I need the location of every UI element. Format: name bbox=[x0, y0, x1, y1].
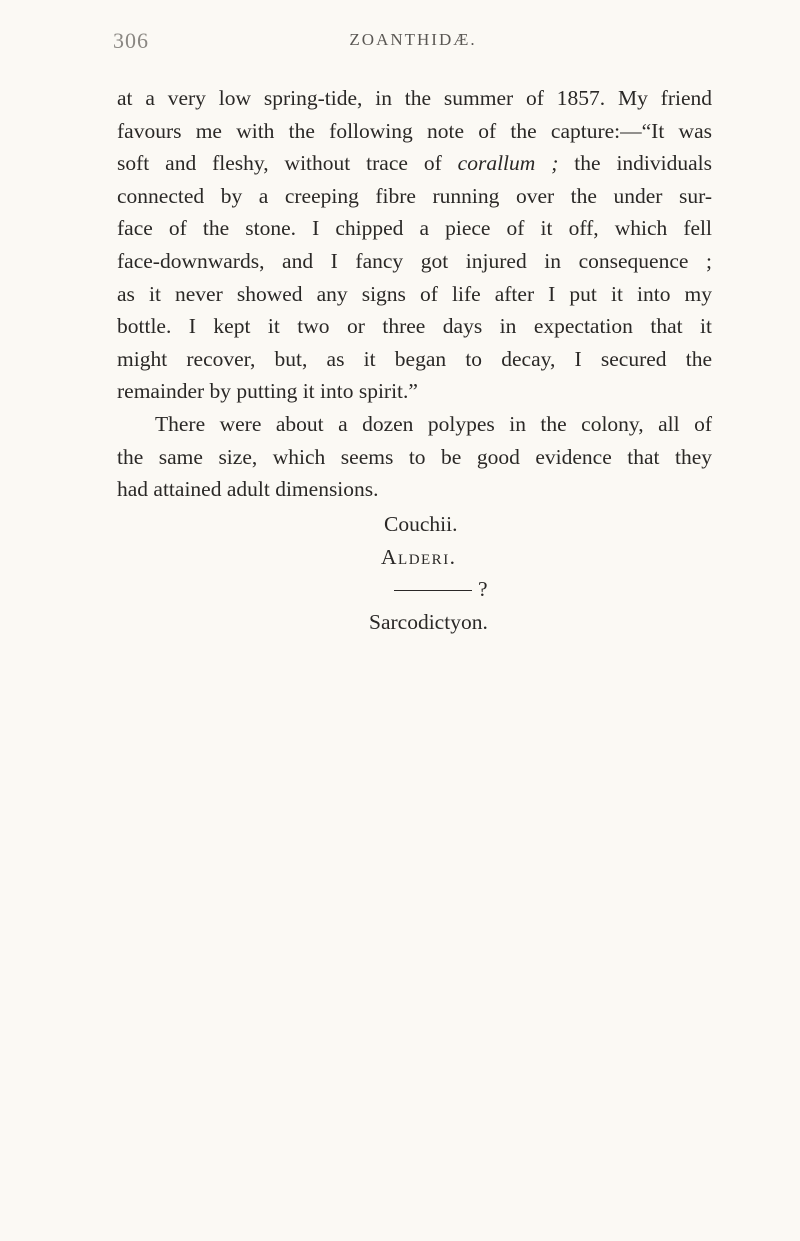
text-fragment: the individuals bbox=[574, 151, 713, 176]
text-line: connected by a creeping fibre running over the under sur- bbox=[117, 183, 712, 208]
text-line: at a very low spring-tide, in the summer of 1857. My friend bbox=[117, 86, 712, 110]
text-fragment: soft and fleshy, without trace of bbox=[117, 151, 442, 176]
text-line: There were about a dozen polypes in the colony, all of bbox=[155, 411, 712, 436]
paragraph-1 bbox=[117, 82, 712, 408]
question-mark: ? bbox=[478, 577, 488, 601]
text-line: face of the stone. I chipped a piece of it off, which fell bbox=[117, 216, 712, 241]
italic-term: corallum ; bbox=[457, 151, 559, 176]
dash-rule bbox=[394, 590, 472, 591]
text-line: as it never showed any signs of life after I put it into my bbox=[117, 281, 712, 306]
text-line: face-downwards, and I fancy got injured in consequence ; bbox=[117, 248, 712, 273]
text-line: remainder by putting it into spirit.” bbox=[117, 379, 418, 404]
label-couchii: Couchii. bbox=[384, 512, 458, 536]
label-query bbox=[380, 573, 488, 606]
running-head: ZOANTHIDÆ. bbox=[349, 30, 477, 49]
text-line: the same size, which seems to be good evidence that they bbox=[117, 444, 712, 469]
label-alderi: Alderi. bbox=[381, 544, 457, 569]
text-line bbox=[117, 147, 712, 180]
label-sarcodictyon: Sarcodictyon. bbox=[369, 609, 488, 634]
paragraph-2 bbox=[117, 408, 712, 506]
text-line: had attained adult dimensions. bbox=[117, 477, 379, 502]
page-number: 306 bbox=[113, 28, 149, 53]
text-line: might recover, but, as it began to decay, I secured the bbox=[117, 346, 712, 371]
text-line: bottle. I kept it two or three days in expectation that it bbox=[117, 314, 712, 339]
page-header bbox=[113, 28, 713, 58]
text-line: favours me with the following note of the capture:—“It was bbox=[117, 118, 712, 143]
species-labels bbox=[369, 508, 488, 638]
body-text bbox=[117, 82, 712, 506]
